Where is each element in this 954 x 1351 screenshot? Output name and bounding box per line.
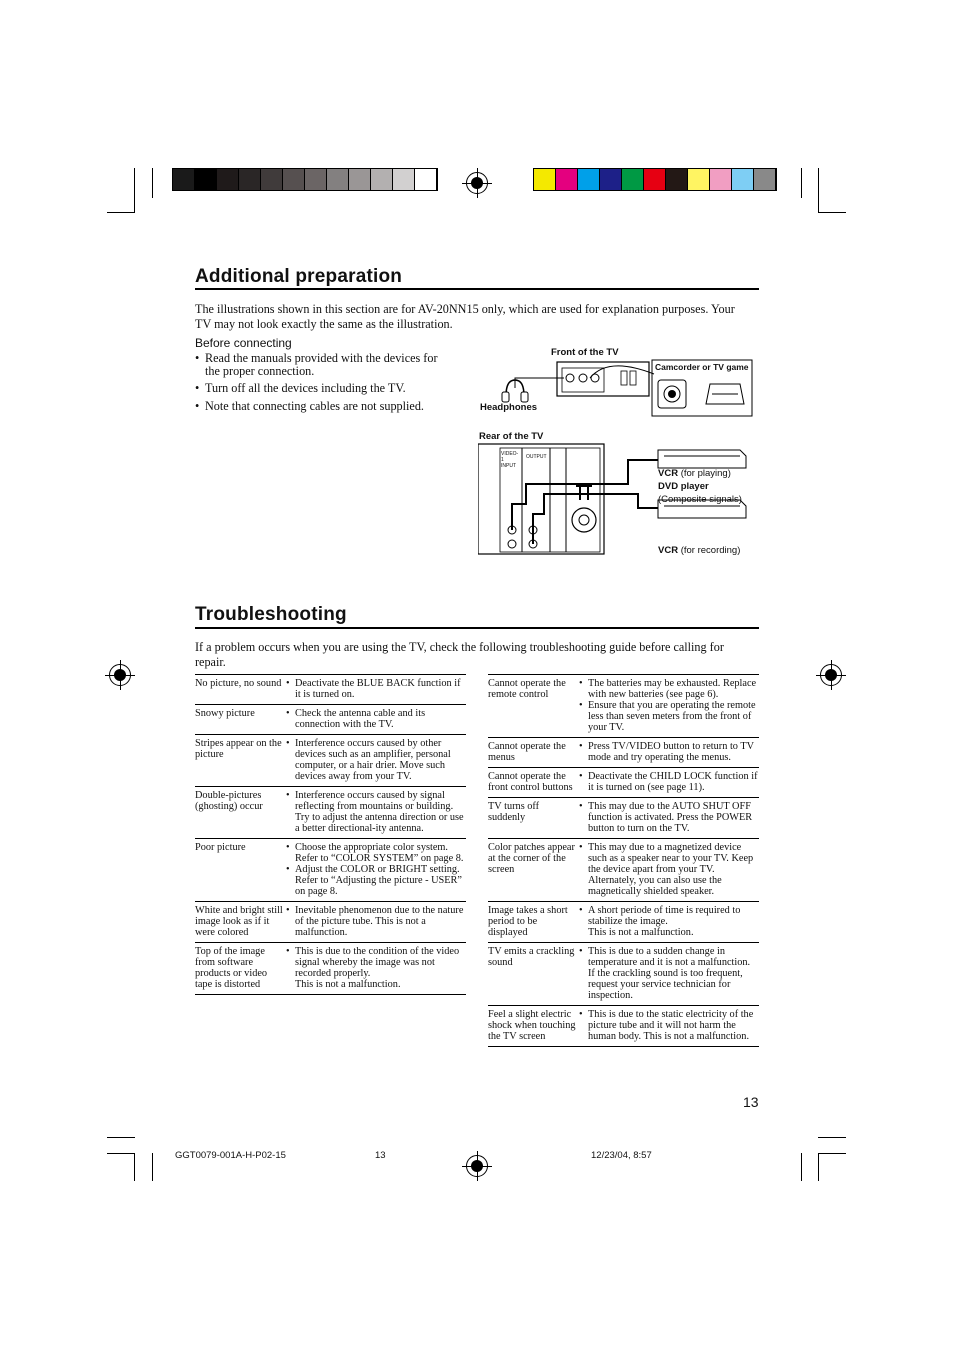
- section-rule: [195, 627, 759, 629]
- problem-cell: TV turns off suddenly: [488, 801, 540, 823]
- registration-mark-icon: [109, 664, 131, 686]
- solution-item: • This is due to the condition of the video signal whereby the image was not recorded properly.: [287, 946, 466, 979]
- color-calibration-bars: [533, 168, 777, 191]
- problem-cell: Top of the image from software products or video tape is distorted: [195, 946, 268, 990]
- color-swatch: [195, 169, 217, 190]
- section-title-preparation: Additional preparation: [195, 266, 403, 287]
- solution-item: • Press TV/VIDEO button to return to TV mode and try operating the menus.: [580, 741, 759, 763]
- problem-cell: White and bright still image look as if it were colored: [195, 905, 283, 938]
- problem-cell: Snowy picture: [195, 708, 255, 719]
- color-swatch: [644, 169, 666, 190]
- crop-mark: [134, 168, 135, 213]
- problem-cell: Color patches appear at the corner of the screen: [488, 842, 575, 875]
- table-row: [488, 797, 759, 838]
- solution-item: • Interference occurs caused by signal reflecting from mountains or building. Try to adjust the antenna direction or use a better directional-ity antenna.: [287, 790, 466, 834]
- color-swatch: [710, 169, 732, 190]
- solution-item: • A short periode of time is required to stabilize the image.: [580, 905, 759, 927]
- color-swatch: [754, 169, 776, 190]
- problem-cell: Stripes appear on the picture: [195, 738, 282, 760]
- table-row: [195, 901, 466, 942]
- problem-cell: Double-pictures (ghosting) occur: [195, 790, 263, 812]
- solution-cell: [580, 905, 759, 938]
- crop-mark: [818, 1153, 819, 1181]
- crop-mark: [107, 1153, 135, 1154]
- problem-cell: Cannot operate the remote control: [488, 678, 566, 700]
- solution-item: • Deactivate the CHILD LOCK function if it is turned on (see page 11).: [580, 771, 759, 793]
- color-swatch: [622, 169, 644, 190]
- table-row: [488, 901, 759, 942]
- registration-mark-icon: [820, 664, 842, 686]
- page-number: 13: [743, 1094, 759, 1110]
- footer-code: GGT0079-001A-H-P02-15: [175, 1150, 286, 1161]
- solution-item: • Choose the appropriate color system. Refer to “COLOR SYSTEM” on page 8.: [287, 842, 466, 864]
- front-label: Front of the TV: [551, 347, 619, 358]
- problem-cell: Feel a slight electric shock when touching the TV screen: [488, 1009, 576, 1042]
- headphones-label: Headphones: [480, 402, 538, 413]
- problem-cell: TV emits a crackling sound: [488, 946, 575, 968]
- solution-cell: [580, 741, 759, 763]
- section-title-troubleshooting: Troubleshooting: [195, 604, 347, 625]
- table-row: [195, 674, 466, 704]
- color-swatch: [261, 169, 283, 190]
- color-swatch: [305, 169, 327, 190]
- solution-cell: [287, 790, 466, 834]
- solution-item: • Adjust the COLOR or BRIGHT setting. Refer to “Adjusting the picture - USER” on page 8.: [287, 864, 466, 897]
- crop-mark: [801, 168, 802, 198]
- table-row: [488, 1005, 759, 1047]
- color-swatch: [600, 169, 622, 190]
- solution-cell: [580, 771, 759, 793]
- color-swatch: [371, 169, 393, 190]
- table-row: [195, 838, 466, 901]
- gray-calibration-bars: [172, 168, 438, 191]
- solution-item: • This may due to a magnetized device such as a speaker near to your TV. Keep the device apart from your TV. Alternately, you can also use the magnetically shielded speaker.: [580, 842, 759, 897]
- crop-mark: [818, 212, 846, 213]
- crop-mark: [152, 1153, 153, 1181]
- registration-mark-icon: [466, 1155, 488, 1177]
- prep-intro: The illustrations shown in this section are for AV-20NN15 only, which are used for explanation purposes. Your TV may not look exactly the same as the illustration.: [195, 302, 735, 331]
- crop-mark: [818, 1153, 846, 1154]
- footer-page: 13: [375, 1150, 386, 1161]
- color-swatch: [732, 169, 754, 190]
- list-item: • Turn off all the devices including the TV.: [195, 382, 455, 395]
- solution-item: • This is due to a sudden change in temperature and it is not a malfunction. If the crackling sound is too frequent, request your service technician for inspection.: [580, 946, 759, 1001]
- color-swatch: [239, 169, 261, 190]
- solution-cell: [287, 708, 466, 730]
- color-swatch: [415, 169, 437, 190]
- crop-mark: [801, 1153, 802, 1181]
- color-swatch: [217, 169, 239, 190]
- table-row: [195, 942, 466, 995]
- color-swatch: [327, 169, 349, 190]
- table-row: [195, 786, 466, 838]
- solution-item: • Ensure that you are operating the remote less than seven meters from the front of your TV.: [580, 700, 759, 733]
- solution-item: • Interference occurs caused by other devices such as an amplifier, personal computer, or a hair drier. Move such devices away from your TV.: [287, 738, 466, 782]
- section-rule: [195, 288, 759, 290]
- problem-cell: Cannot operate the menus: [488, 741, 566, 763]
- crop-mark: [134, 1153, 135, 1181]
- table-row: [488, 737, 759, 767]
- crop-mark: [818, 168, 819, 213]
- video-input-label: VIDEO-1 INPUT: [501, 451, 519, 469]
- table-row: [195, 704, 466, 734]
- registration-mark-icon: [466, 172, 488, 194]
- solution-item: • Check the antenna cable and its connection with the TV.: [287, 708, 466, 730]
- crop-mark: [107, 1137, 135, 1138]
- solution-item: • This is due to the static electricity of the picture tube and it will not harm the human body. This is not a malfunction.: [580, 1009, 759, 1042]
- solution-item: • This may due to the AUTO SHUT OFF function is activated. Press the POWER button to turn on the TV.: [580, 801, 759, 834]
- crop-mark: [818, 1137, 846, 1138]
- rear-label: Rear of the TV: [479, 431, 544, 442]
- color-swatch: [283, 169, 305, 190]
- problem-cell: Cannot operate the front control buttons: [488, 771, 573, 793]
- table-row: [488, 767, 759, 797]
- before-connecting-heading: Before connecting: [195, 336, 292, 350]
- color-swatch: [578, 169, 600, 190]
- color-swatch: [349, 169, 371, 190]
- crop-mark: [107, 212, 135, 213]
- list-item: • Read the manuals provided with the devices for the proper connection.: [195, 352, 455, 377]
- color-swatch: [534, 169, 556, 190]
- trouble-intro: If a problem occurs when you are using the TV, check the following troubleshooting guide before calling for repair.: [195, 640, 724, 669]
- solution-cell: [287, 842, 466, 897]
- before-connecting-list: [195, 352, 455, 417]
- output-label: OUTPUT: [526, 454, 547, 460]
- list-item: • Note that connecting cables are not supplied.: [195, 400, 455, 413]
- table-row: [488, 674, 759, 737]
- color-swatch: [688, 169, 710, 190]
- solution-item: • Inevitable phenomenon due to the nature of the picture tube. This is not a malfunction.: [287, 905, 466, 938]
- connection-diagram-svg: [478, 344, 763, 559]
- troubleshooting-table-right: [488, 674, 759, 1047]
- vcr-recording-label: VCR (for recording): [658, 545, 741, 556]
- connection-diagram: [478, 344, 763, 559]
- vcr-playing-icon: [658, 450, 746, 468]
- table-row: [488, 942, 759, 1005]
- solution-cell: [287, 905, 466, 938]
- crop-mark: [152, 168, 153, 198]
- troubleshooting-table-left: [195, 674, 466, 995]
- color-swatch: [393, 169, 415, 190]
- color-swatch: [666, 169, 688, 190]
- solution-cell: [287, 678, 466, 700]
- solution-cell: [580, 1009, 759, 1042]
- table-row: [488, 838, 759, 901]
- problem-cell: Poor picture: [195, 842, 246, 853]
- solution-cell: [287, 738, 466, 782]
- problem-cell: Image takes a short period to be displayed: [488, 905, 568, 938]
- dvd-label: DVD player: [658, 481, 709, 492]
- solution-cell: [580, 946, 759, 1001]
- table-row: [195, 734, 466, 786]
- solution-item: • The batteries may be exhausted. Replace with new batteries (see page 6).: [580, 678, 759, 700]
- solution-cell: [580, 678, 759, 733]
- color-swatch: [556, 169, 578, 190]
- composite-label: (Composite signals): [658, 494, 742, 505]
- vcr-playing-label: VCR (for playing): [658, 468, 731, 479]
- solution-item: • Deactivate the BLUE BACK function if it is turned on.: [287, 678, 466, 700]
- solution-note: This is not a malfunction.: [588, 927, 694, 938]
- problem-cell: No picture, no sound: [195, 678, 282, 689]
- camcorder-label: Camcorder or TV game: [655, 362, 749, 372]
- solution-cell: [287, 946, 466, 990]
- solution-cell: [580, 842, 759, 897]
- solution-note: This is not a malfunction.: [295, 979, 401, 990]
- color-swatch: [173, 169, 195, 190]
- footer-date: 12/23/04, 8:57: [591, 1150, 652, 1161]
- solution-cell: [580, 801, 759, 834]
